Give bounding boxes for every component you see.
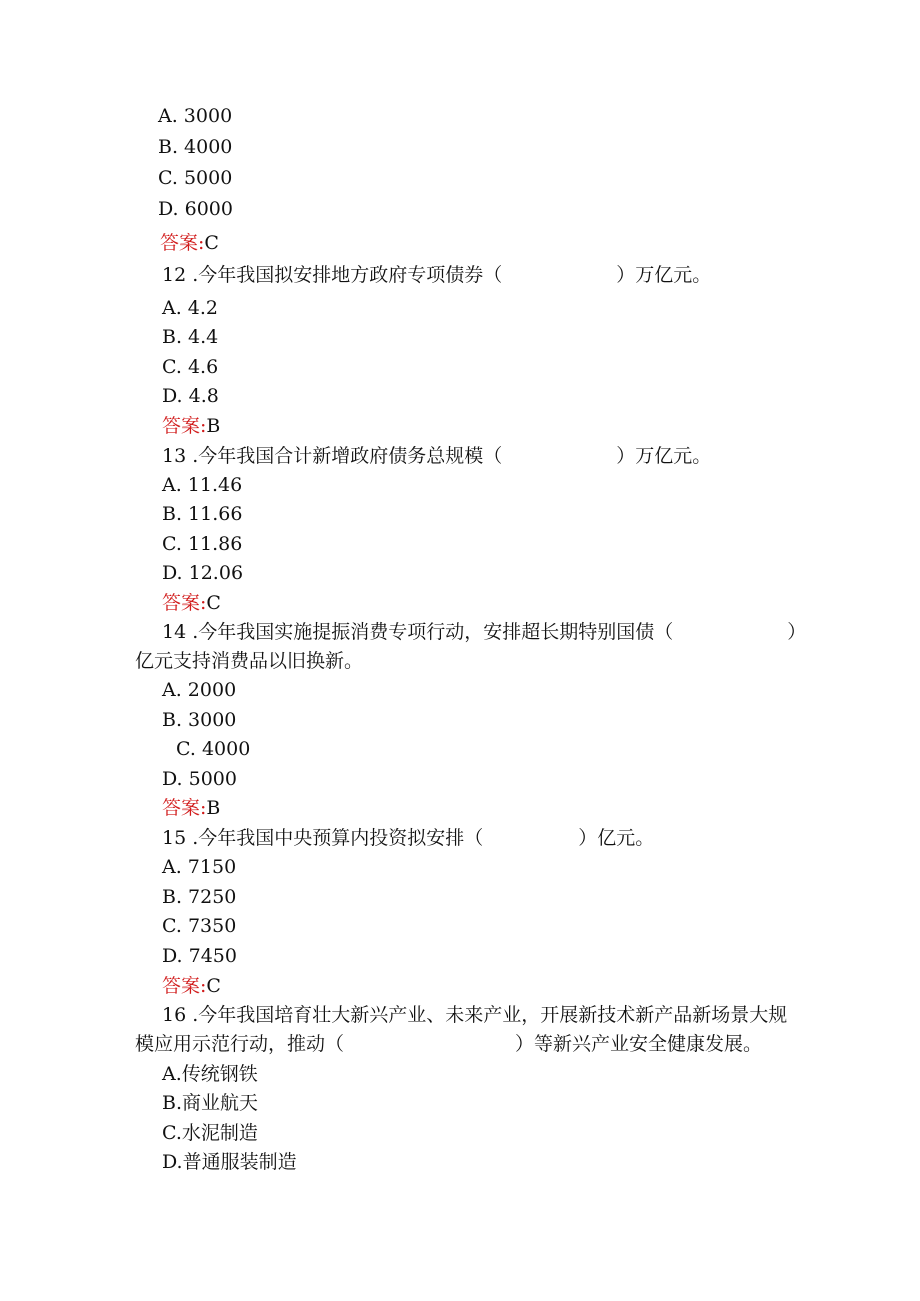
q13-option-d: D. 12.06 bbox=[162, 562, 244, 584]
answer-label: 答案: bbox=[162, 975, 207, 997]
q15-option-a: A. 7150 bbox=[162, 856, 237, 878]
answer-label: 答案: bbox=[162, 797, 207, 819]
answer-value: C bbox=[206, 975, 221, 997]
q12-option-a: A. 4.2 bbox=[162, 297, 219, 319]
q12-answer bbox=[162, 414, 220, 438]
q14-question-line2: 亿元支持消费品以旧换新。 bbox=[135, 650, 364, 672]
q16-option-c: C.水泥制造 bbox=[162, 1122, 258, 1144]
q13-option-a: A. 11.46 bbox=[162, 474, 243, 496]
q15-question: 15 .今年我国中央预算内投资拟安排（ ）亿元。 bbox=[162, 827, 655, 849]
q13-answer bbox=[162, 591, 221, 615]
q12-option-b: B. 4.4 bbox=[162, 326, 219, 348]
q16-question-line2: 模应用示范行动，推动（ ）等新兴产业安全健康发展。 bbox=[135, 1033, 763, 1055]
q12-question: 12 .今年我国拟安排地方政府专项债券（ ）万亿元。 bbox=[162, 264, 712, 286]
q15-option-c: C. 7350 bbox=[162, 915, 237, 937]
q14-option-c: C. 4000 bbox=[176, 738, 251, 760]
answer-value: B bbox=[206, 415, 221, 437]
q11-option-a: A. 3000 bbox=[158, 105, 233, 127]
q12-option-d: D. 4.8 bbox=[162, 385, 219, 407]
answer-label: 答案: bbox=[162, 592, 207, 614]
q11-option-d: D. 6000 bbox=[158, 198, 233, 220]
q16-option-d: D.普通服装制造 bbox=[162, 1151, 297, 1173]
q13-question: 13 .今年我国合计新增政府债务总规模（ ）万亿元。 bbox=[162, 445, 712, 467]
q16-question-line1: 16 .今年我国培育壮大新兴产业、未来产业，开展新技术新产品新场景大规 bbox=[162, 1004, 788, 1026]
answer-label: 答案: bbox=[160, 232, 205, 254]
q16-option-a: A.传统钢铁 bbox=[162, 1063, 258, 1085]
q15-option-b: B. 7250 bbox=[162, 886, 237, 908]
answer-value: C bbox=[206, 592, 221, 614]
q11-option-b: B. 4000 bbox=[158, 136, 233, 158]
q14-option-a: A. 2000 bbox=[162, 679, 237, 701]
q14-answer bbox=[162, 796, 220, 820]
answer-label: 答案: bbox=[162, 415, 207, 437]
answer-value: B bbox=[206, 797, 221, 819]
q13-option-c: C. 11.86 bbox=[162, 533, 243, 555]
answer-value: C bbox=[204, 232, 219, 254]
q13-option-b: B. 11.66 bbox=[162, 503, 243, 525]
q15-option-d: D. 7450 bbox=[162, 945, 237, 967]
q14-option-d: D. 5000 bbox=[162, 768, 237, 790]
q12-option-c: C. 4.6 bbox=[162, 356, 219, 378]
q16-option-b: B.商业航天 bbox=[162, 1092, 259, 1114]
q11-answer bbox=[160, 231, 219, 255]
q14-option-b: B. 3000 bbox=[162, 709, 237, 731]
q11-option-c: C. 5000 bbox=[158, 167, 233, 189]
q14-question-line1: 14 .今年我国实施提振消费专项行动，安排超长期特别国债（ ） bbox=[162, 621, 807, 643]
q15-answer bbox=[162, 974, 221, 998]
